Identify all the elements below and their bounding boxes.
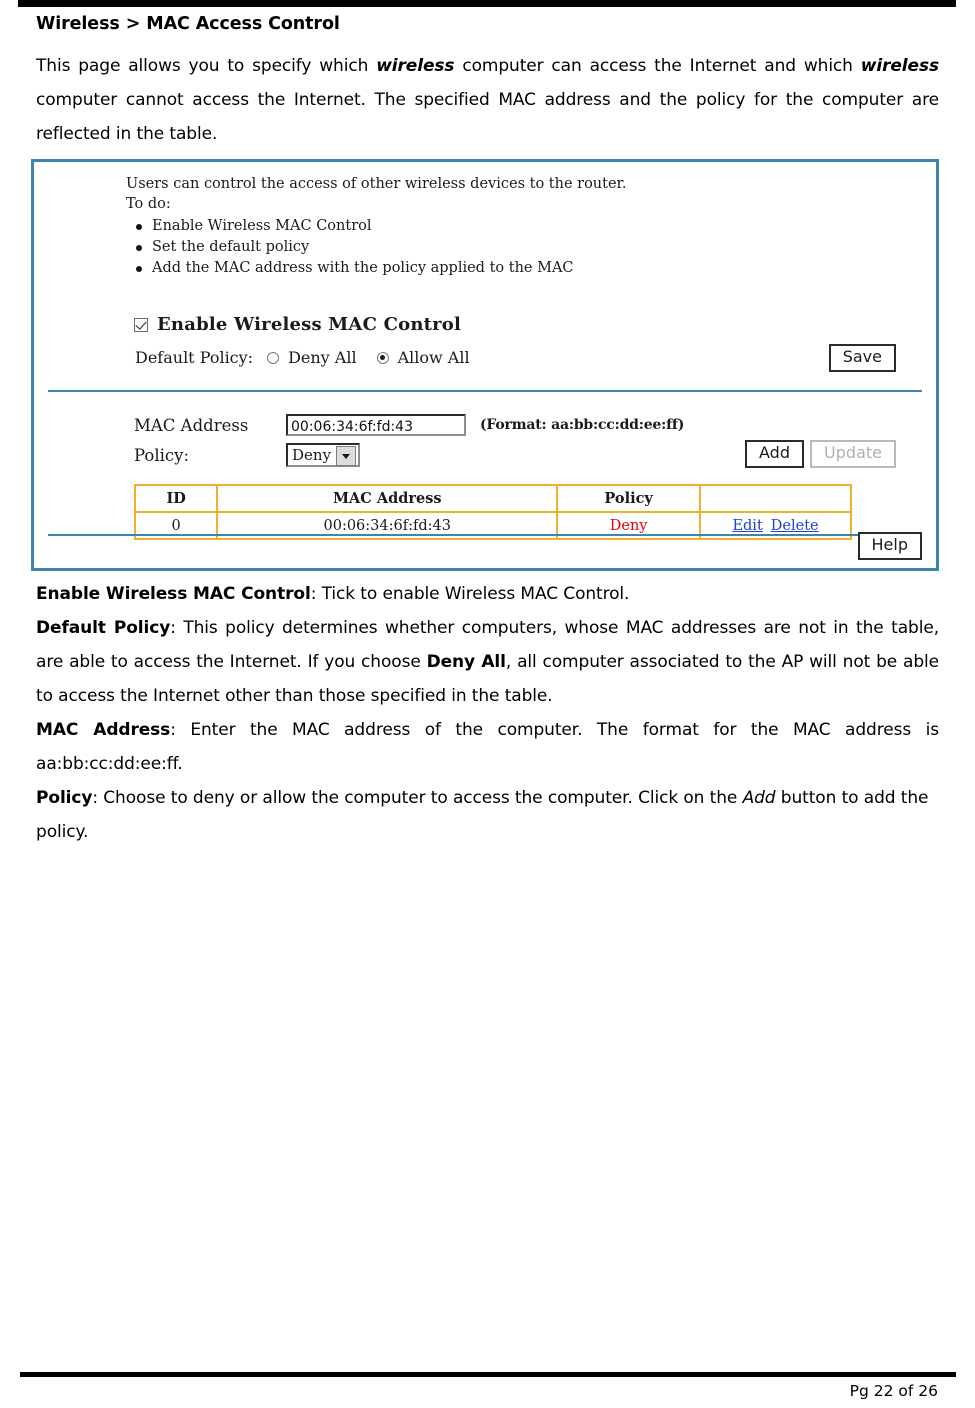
footer-rule bbox=[20, 1372, 956, 1377]
mac-entry-form bbox=[134, 410, 684, 470]
update-button[interactable]: Update bbox=[810, 440, 896, 468]
description-default-policy-text-a: : This policy determines whether computers, whose MAC addresses are not in the table, are able to access the Internet. If you choose bbox=[36, 618, 939, 672]
add-button[interactable]: Add bbox=[745, 440, 804, 468]
description-default-policy bbox=[36, 611, 939, 713]
section-divider-bottom bbox=[48, 534, 922, 536]
todo-list bbox=[126, 216, 574, 279]
description-policy-term: Policy bbox=[36, 788, 93, 808]
description-policy-text-a: : Choose to deny or allow the computer to access the computer. Click on the bbox=[92, 788, 743, 808]
list-item: Set the default policy bbox=[152, 237, 574, 258]
page-content bbox=[36, 14, 939, 849]
list-item: Add the MAC address with the policy applied to the MAC bbox=[152, 258, 574, 279]
description-default-policy-term: Default Policy bbox=[36, 618, 171, 638]
page-number: Pg 22 of 26 bbox=[849, 1382, 938, 1400]
enable-wireless-mac-control-label: Enable Wireless MAC Control bbox=[157, 314, 462, 335]
description-enable bbox=[36, 577, 939, 611]
description-enable-term: Enable Wireless MAC Control bbox=[36, 584, 311, 604]
intro-text-2: computer can access the Internet and which bbox=[454, 56, 861, 76]
intro-emph-2: wireless bbox=[860, 56, 940, 76]
policy-select[interactable] bbox=[286, 443, 360, 467]
radio-option-allow-all[interactable] bbox=[377, 348, 470, 367]
edit-link[interactable]: Edit bbox=[732, 517, 763, 534]
default-policy-row bbox=[135, 348, 490, 367]
mac-address-input[interactable]: 00:06:34:6f:fd:43 bbox=[286, 414, 466, 436]
list-item: Enable Wireless MAC Control bbox=[152, 216, 574, 237]
cell-id: 0 bbox=[135, 512, 217, 539]
cell-mac: 00:06:34:6f:fd:43 bbox=[217, 512, 557, 539]
description-policy bbox=[36, 781, 939, 849]
description-policy-text-b: button to add the policy. bbox=[36, 788, 929, 842]
column-header-policy: Policy bbox=[557, 485, 700, 512]
header-rule bbox=[18, 0, 956, 7]
description-default-policy-emph: Deny All bbox=[426, 652, 506, 672]
delete-link[interactable]: Delete bbox=[770, 517, 819, 534]
description-default-policy-text-b: , all computer associated to the AP will not be able to access the Internet other than those specified in the table. bbox=[36, 652, 939, 706]
default-policy-label: Default Policy: bbox=[135, 348, 254, 367]
cell-policy: Deny bbox=[557, 512, 700, 539]
radio-icon-deny-all[interactable] bbox=[267, 352, 279, 364]
mac-address-row bbox=[134, 410, 684, 440]
description-mac-address bbox=[36, 713, 939, 781]
policy-label: Policy: bbox=[134, 445, 190, 465]
section-divider-top bbox=[48, 390, 922, 392]
radio-option-deny-all[interactable] bbox=[267, 348, 357, 367]
mac-format-note: (Format: aa:bb:cc:dd:ee:ff) bbox=[480, 417, 685, 433]
policy-select-value: Deny bbox=[292, 446, 332, 464]
radio-icon-allow-all[interactable] bbox=[377, 352, 389, 364]
column-header-mac: MAC Address bbox=[217, 485, 557, 512]
chevron-down-icon[interactable] bbox=[336, 446, 356, 466]
column-header-id: ID bbox=[135, 485, 217, 512]
description-mac-address-term: MAC Address bbox=[36, 720, 171, 740]
mac-address-label: MAC Address bbox=[134, 415, 249, 435]
screenshot-intro bbox=[126, 174, 627, 214]
intro-text-1: This page allows you to specify which bbox=[36, 56, 377, 76]
table-header-row bbox=[135, 485, 851, 512]
save-button[interactable]: Save bbox=[829, 344, 896, 372]
column-header-actions bbox=[700, 485, 851, 512]
description-mac-address-text: : Enter the MAC address of the computer. The format for the MAC address is aa:bb:cc:dd:ee:ff. bbox=[36, 720, 940, 774]
screenshot-intro-line1: Users can control the access of other wireless devices to the router. bbox=[126, 176, 627, 192]
intro-emph-1: wireless bbox=[376, 56, 455, 76]
router-ui-screenshot bbox=[31, 159, 939, 571]
description-policy-emph: Add bbox=[742, 788, 776, 808]
intro-text-3: computer cannot access the Internet. The specified MAC address and the policy for the computer are reflected in the table. bbox=[36, 90, 939, 144]
radio-label-allow-all: Allow All bbox=[397, 348, 470, 367]
policy-row bbox=[134, 440, 684, 470]
enable-wireless-mac-control-row[interactable] bbox=[134, 314, 461, 335]
help-button[interactable]: Help bbox=[858, 532, 922, 560]
checkbox-icon[interactable] bbox=[134, 318, 148, 332]
page-title: Wireless > MAC Access Control bbox=[36, 14, 340, 34]
screenshot-intro-line2: To do: bbox=[126, 196, 171, 212]
radio-label-deny-all: Deny All bbox=[288, 348, 357, 367]
intro-paragraph bbox=[36, 49, 939, 151]
description-enable-text: : Tick to enable Wireless MAC Control. bbox=[310, 584, 630, 604]
mac-policy-table bbox=[134, 484, 852, 540]
